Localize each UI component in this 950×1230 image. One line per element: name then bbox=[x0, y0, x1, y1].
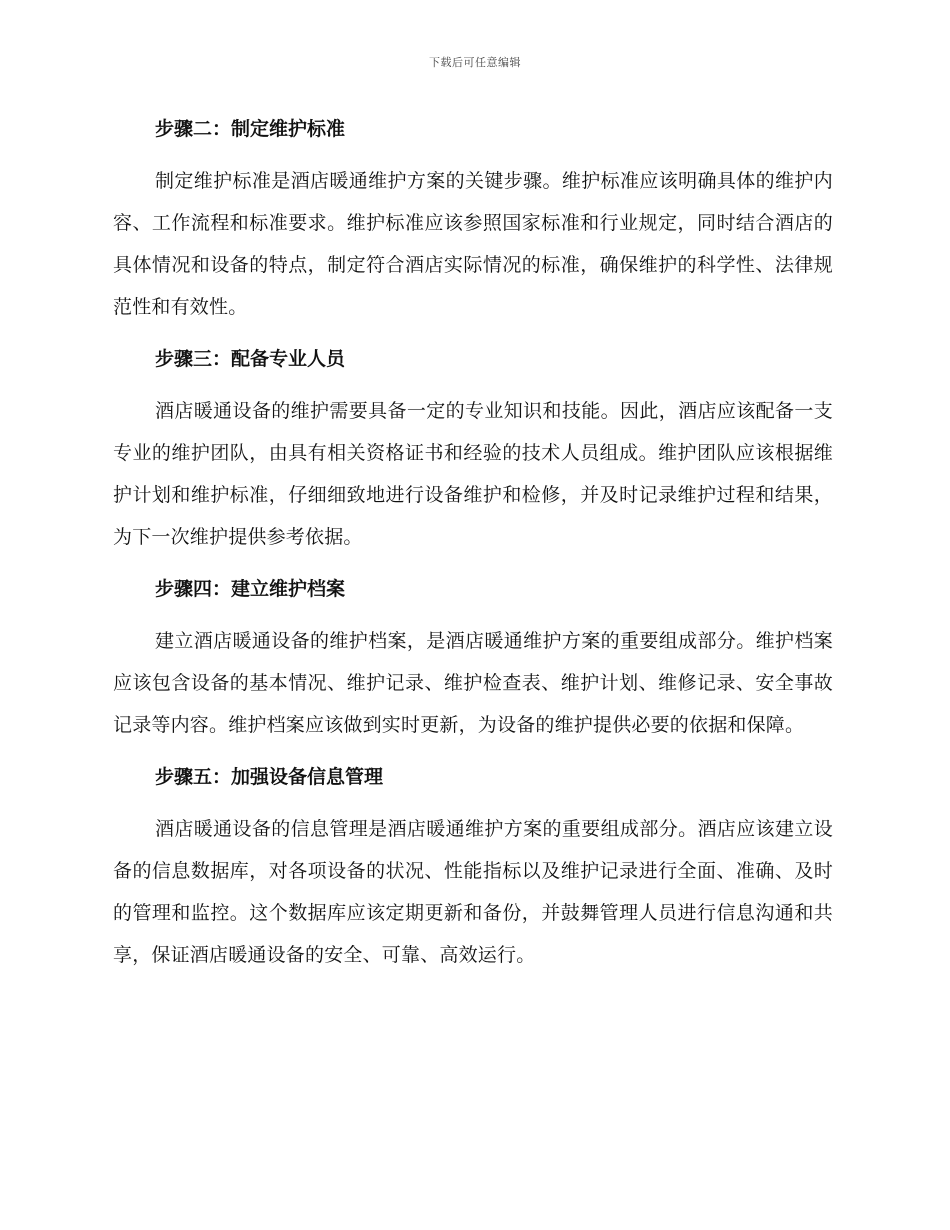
section-step-3 bbox=[113, 338, 833, 558]
step-3-heading: 步骤三：配备专业人员 bbox=[155, 348, 346, 370]
section-step-5 bbox=[113, 756, 833, 976]
page-header: 下载后可任意编辑 bbox=[429, 56, 521, 69]
step-2-heading: 步骤二：制定维护标准 bbox=[155, 118, 346, 140]
step-3-paragraph: 酒店暖通设备的维护需要具备一定的专业知识和技能。因此，酒店应该配备一支专业的维护团队，由具有相关资格证书和经验的技术人员组成。维护团队应该根据维护计划和维护标准，仔细细致地进行设备维护和检修，并及时记录维护过程和结果，为下一次维护提供参考依据。 bbox=[113, 400, 833, 548]
step-4-heading: 步骤四：建立维护档案 bbox=[155, 578, 346, 600]
step-5-heading: 步骤五：加强设备信息管理 bbox=[155, 766, 384, 788]
section-step-4 bbox=[113, 568, 833, 746]
section-step-2 bbox=[113, 108, 833, 328]
step-2-paragraph: 制定维护标准是酒店暖通维护方案的关键步骤。维护标准应该明确具体的维护内容、工作流程和标准要求。维护标准应该参照国家标准和行业规定，同时结合酒店的具体情况和设备的特点，制定符合酒店实际情况的标准，确保维护的科学性、法律规范性和有效性。 bbox=[113, 170, 833, 318]
step-5-paragraph: 酒店暖通设备的信息管理是酒店暖通维护方案的重要组成部分。酒店应该建立设备的信息数据库，对各项设备的状况、性能指标以及维护记录进行全面、准确、及时的管理和监控。这个数据库应该定期更新和备份，并鼓舞管理人员进行信息沟通和共享，保证酒店暖通设备的安全、可靠、高效运行。 bbox=[113, 818, 833, 966]
document-body bbox=[113, 108, 833, 986]
step-4-paragraph: 建立酒店暖通设备的维护档案，是酒店暖通维护方案的重要组成部分。维护档案应该包含设备的基本情况、维护记录、维护检查表、维护计划、维修记录、安全事故记录等内容。维护档案应该做到实时更新，为设备的维护提供必要的依据和保障。 bbox=[113, 630, 833, 736]
